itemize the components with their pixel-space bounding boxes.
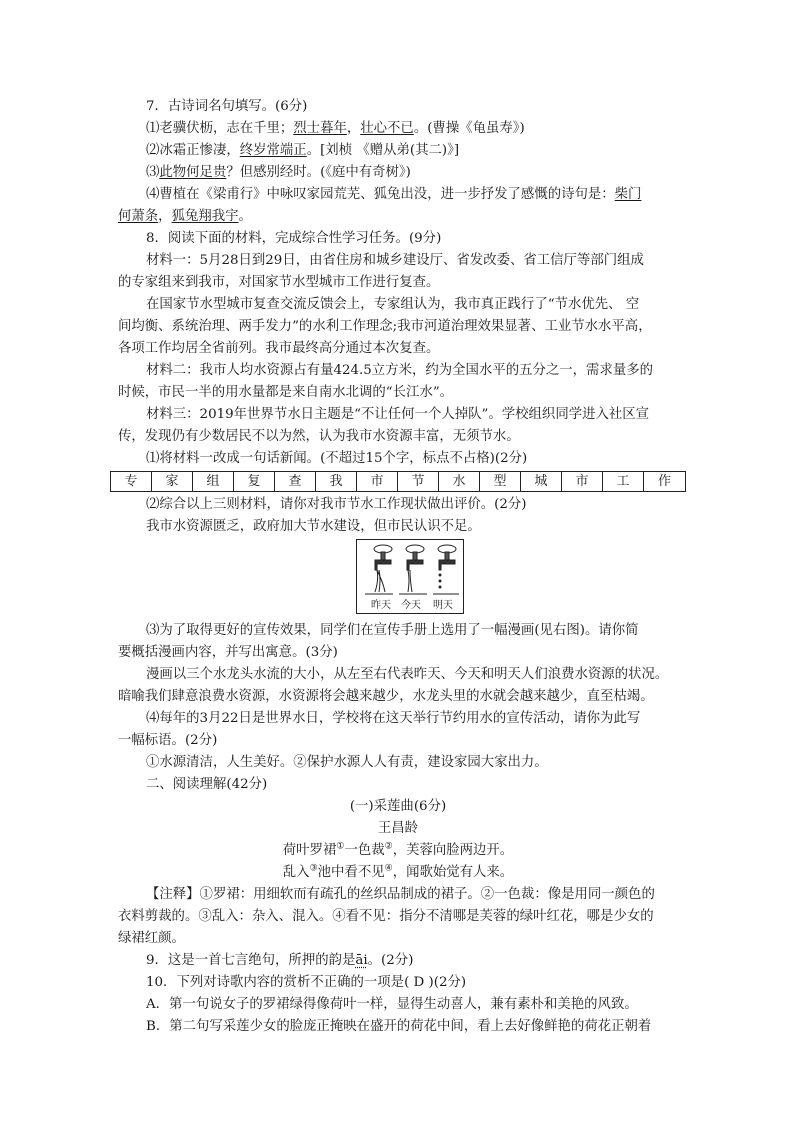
answer-cell: 专 [111,472,152,491]
answer-cell: 组 [193,472,234,491]
answer-cell: 我 [316,472,357,491]
material1-text: 材料一：5月28日到29日，由省住房和城乡建设厅、省发改委、省工信厅等部门组成 [146,253,644,268]
poem-notes: 绿裙红颜。 [118,931,185,946]
material3-text: 材料三：2019年世界节水日主题是“不让任何一个人掉队”。学校组织同学进入社区宣 [146,407,650,422]
answer-cell: 市 [357,472,398,491]
q8-title: 8．阅读下面的材料，完成综合性学习任务。(9分) [146,231,442,246]
poem-notes: 【注释】①罗裙：用细软而有疏孔的丝织品制成的裙子。②一色裁：像是用同一颜色的 [146,887,655,902]
q8-sub3-question: ⑶为了取得更好的宣传效果，同学们在宣传手册上选用了一幅漫画(见右图)。请你简 [146,623,639,638]
poem-line: 荷叶罗裙①一色裁②，芙蓉向脸两边开。 [282,841,514,858]
material1-text: 间均衡、系统治理、两手发力”的水利工作理念;我市河道治理效果显著、工业节水水平高， [118,319,652,334]
answer-cell: 城 [521,472,562,491]
cartoon-label-yesterday: 昨天 [371,600,391,611]
q10-question: 10．下列对诗歌内容的赏析不正确的一项是( D )(2分) [146,975,467,990]
q7-item4-line2: 何萧条，狐兔翔我宇。 [118,209,252,224]
answer-cell: 家 [152,472,193,491]
q8-sub3-answer: 暗喻我们肆意浪费水资源，水资源将会越来越少，水龙头里的水就会越来越少，直至枯竭。 [118,689,654,704]
poem-line: 乱入③池中看不见④，闻歌始觉有人来。 [282,863,514,880]
answer-cell: 工 [603,472,644,491]
cartoon-label-tomorrow: 明天 [433,600,453,611]
answer-cell: 节 [398,472,439,491]
q8-sub2-question: ⑵综合以上三则材料，请你对我市节水工作现状做出评价。(2分) [146,497,527,512]
q7-item4-line1: ⑷曹植在《梁甫行》中咏叹家园荒芜、狐兔出没，进一步抒发了感慨的诗句是：柴门 [146,187,642,202]
material2-text: 材料二：我市人均水资源占有量424.5立方米，约为全国水平的五分之一，需求量多的 [146,363,654,378]
q9-question: 9．这是一首七言绝句，所押的韵是āi。(2分) [146,953,414,968]
material1-text: 在国家节水型城市复查交流反馈会上，专家组认为，我市真正践行了“节水优先、 空 [146,297,640,312]
answer-grid [110,471,686,492]
q8-sub2-answer: 我市水资源匮乏，政府加大节水建设，但市民认识不足。 [146,519,481,534]
section-heading: 二、阅读理解(42分) [146,777,268,792]
answer-blank: 柴门 [614,187,642,202]
answer-blank: 狐兔翔我宇 [171,209,239,224]
water-faucet-cartoon [356,539,464,614]
answer-cell: 型 [480,472,521,491]
faucet-cartoon-drawing [357,540,463,600]
answer-cell: 作 [657,474,671,489]
answer-cell: 市 [562,472,603,491]
cartoon-label-today: 今天 [401,600,421,611]
material2-text: 时候，市民一半的用水量都是来自南水北调的“长江水”。 [118,385,454,400]
answer-blank: 壮心不已 [360,121,414,136]
answer-blank: 终岁常端正 [239,143,307,158]
poem-author: 王昌龄 [377,821,419,836]
q8-sub3-question: 要概括漫画内容，并写出寓意。(3分) [118,645,338,660]
q7-item3: ⑶此物何足贵？但感别经时。(《庭中有奇树》) [146,165,411,180]
answer-blank: 何萧条 [118,209,159,224]
q8-sub4-question: 一幅标语。(2分) [118,733,218,748]
answer-blank: 烈士暮年 [293,121,347,136]
faucet-yesterday-icon [365,545,393,594]
q7-item1: ⑴老骥伏枥，志在千里；烈士暮年，壮心不已。(曹操《龟虽寿》) [146,121,525,136]
faucet-tomorrow-icon [433,545,459,594]
q7-title: 7．古诗词名句填写。(6分) [146,99,308,114]
faucet-today-icon [399,545,427,594]
answer-cell: 复 [234,472,275,491]
answer-cell: 查 [275,472,316,491]
answer-cell: 水 [439,472,480,491]
poem-heading: (一)采莲曲(6分) [349,799,447,814]
material1-text: 各项工作均居全省前列。我市最终高分通过本次复查。 [118,341,440,356]
material1-text: 的专家组来到我市，对国家节水型城市工作进行复查。 [118,275,440,290]
q10-option-a: A．第一句说女子的罗裙绿得像荷叶一样，显得生动喜人，兼有素朴和美艳的风致。 [146,997,638,1012]
answer-blank: 此物何足贵 [159,165,227,180]
q8-sub4-question: ⑷每年的3月22日是世界水日，学校将在这天举行节约用水的宣传活动，请你为此写 [146,711,641,726]
q10-option-b: B．第二句写采莲少女的脸庞正掩映在盛开的荷花中间，看上去好像鲜艳的荷花正朝着 [146,1019,652,1034]
material3-text: 传，发现仍有少数居民不以为然，认为我市水资源丰富，无须节水。 [118,429,520,444]
q8-sub3-answer: 漫画以三个水龙头水流的大小，从左至右代表昨天、今天和明天人们浪费水资源的状况。 [146,667,669,682]
poem-notes: 衣料剪裁的。③乱入：杂入、混入。④看不见：指分不清哪是芙蓉的绿叶红花，哪是少女的 [118,909,654,924]
q8-sub4-answer: ①水源清洁，人生美好。②保护水源人人有责，建设家园大家出力。 [146,755,548,770]
q7-item2: ⑵冰霜正惨凄，终岁常端正。[刘桢 《赠从弟(其二)》] [146,143,460,158]
q8-sub1-question: ⑴将材料一改成一句话新闻。(不超过15个字，标点不占格)(2分) [146,451,528,466]
answer-blank: āi [355,953,368,968]
